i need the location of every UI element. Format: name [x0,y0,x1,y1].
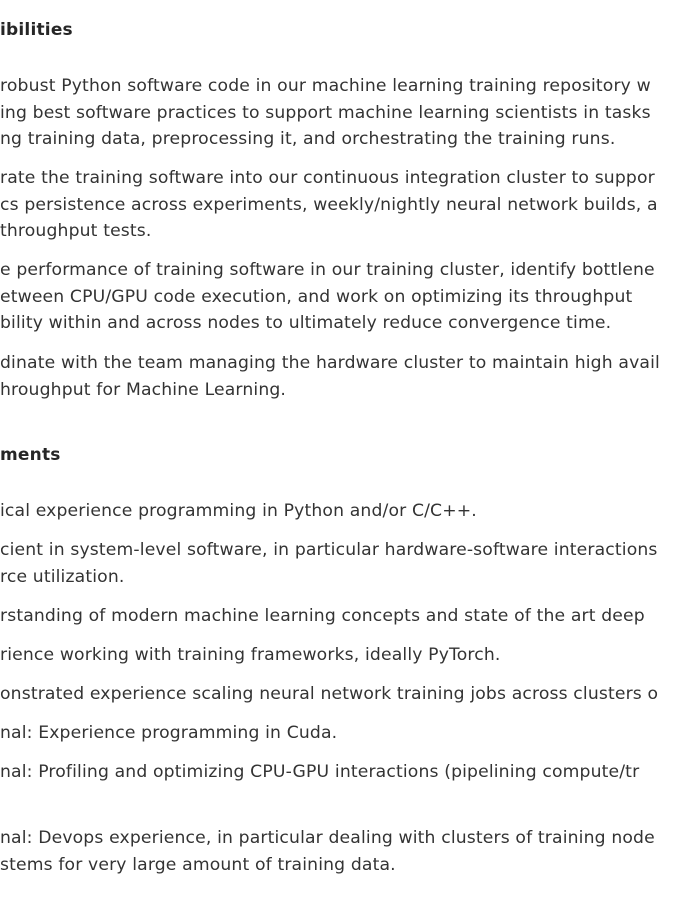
list-item-line: nal: Devops experience, in particular dealing with clusters of training node [0,828,655,848]
list-item-line: ng training data, preprocessing it, and orchestrating the training runs. [0,129,616,149]
list-item-line: ical experience programming in Python and/or C/C++. [0,501,477,521]
list-item-line: rstanding of modern machine learning concepts and state of the art deep [0,606,645,626]
list-item-line: stems for very large amount of training data. [0,854,396,875]
list-item [0,759,639,812]
list-item [0,825,655,878]
list-item [0,720,337,747]
list-item-line: nal: Profiling and optimizing CPU-GPU interactions (pipelining compute/tr [0,762,640,782]
list-item-line: rce utilization. [0,566,125,587]
list-item-line: rience working with training frameworks, ideally PyTorch. [0,645,501,665]
list-item [0,537,658,590]
list-item [0,350,660,403]
list-item [0,498,477,525]
list-item-line: cient in system-level software, in particular hardware-software interactions [0,540,658,560]
list-item [0,73,651,153]
list-item-line: etween CPU/GPU code execution, and work on optimizing its throughput [0,286,633,307]
list-item-line: robust Python software code in our machine learning training repository w [0,76,651,96]
list-item [0,257,655,337]
list-item-line: bility within and across nodes to ultimately reduce convergence time. [0,313,612,333]
list-item [0,642,501,669]
list-item-line: throughput tests. [0,221,152,241]
list-item-line: nal: Experience programming in Cuda. [0,723,338,743]
list-item-line: rate the training software into our continuous integration cluster to suppor [0,168,655,188]
list-item-line: dinate with the team managing the hardware cluster to maintain high avail [0,353,660,373]
list-item-line: hroughput for Machine Learning. [0,379,287,400]
list-item [0,681,658,708]
list-item [0,603,645,630]
list-item-line: cs persistence across experiments, weekly/nightly neural network builds, a [0,194,658,215]
list-item-line: e performance of training software in our training cluster, identify bottlene [0,260,655,280]
list-item-line: ing best software practices to support machine learning scientists in tasks [0,102,651,123]
list-item [0,165,658,245]
section-heading-requirements: ments [0,445,61,465]
list-item-line [0,786,639,813]
list-item-line: onstrated experience scaling neural network training jobs across clusters o [0,684,659,704]
section-heading-responsibilities: ibilities [0,20,73,40]
